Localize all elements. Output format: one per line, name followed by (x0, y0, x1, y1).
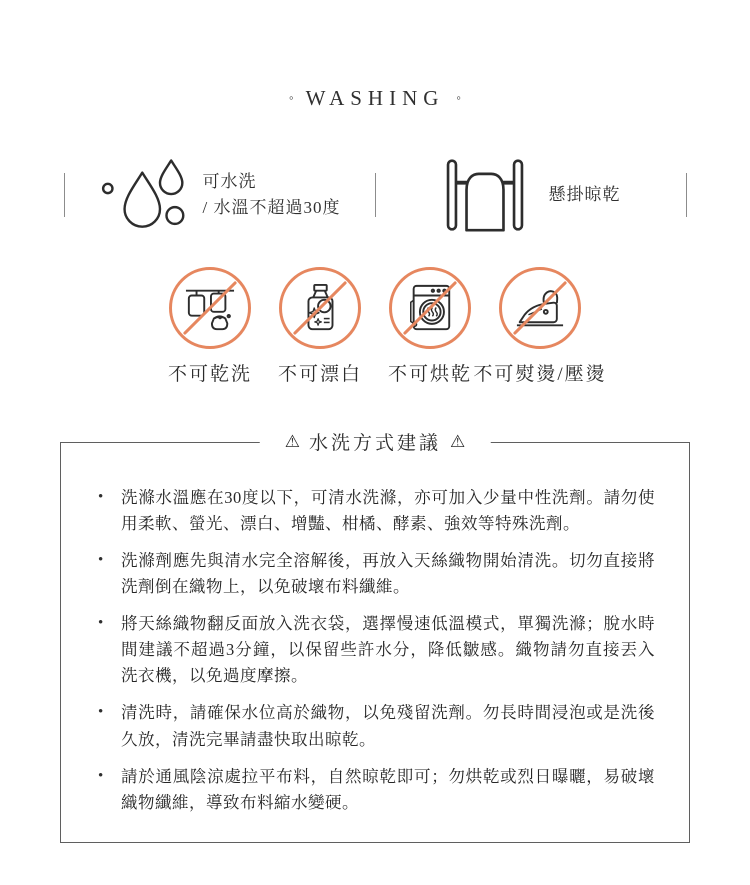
care-line-2: / 水溫不超過30度 (202, 198, 341, 217)
care-method-washable-label (203, 169, 341, 222)
prohibition-label: 不可乾洗 (167, 364, 252, 385)
advice-text: 將天絲織物翻反面放入洗衣袋，選擇慢速低溫模式，單獨洗滌；脫水時間建議不超過3分鐘，以保留些許水分，降低皺感。織物請勿直接丟入洗衣機，以免過度摩擦。 (121, 614, 655, 686)
care-methods-row (0, 151, 750, 239)
advice-item (95, 764, 655, 816)
water-drops-icon (99, 154, 193, 236)
prohibition-label: 不可烘乾 (387, 364, 472, 385)
advice-list (95, 485, 655, 816)
no-tumble-dry-icon (389, 267, 471, 349)
washing-advice-box (60, 431, 690, 843)
advice-text: 請於通風陰涼處拉平布料，自然晾乾即可；勿烘乾或烈日曝曬，易破壞織物纖維，導致布料縮水變硬。 (121, 766, 655, 812)
prohibitions-row (0, 267, 750, 386)
advice-text: 洗滌水溫應在30度以下，可清水洗滌，亦可加入少量中性洗劑。請勿使用柔軟、螢光、漂白、增豔、柑橘、酵素、強效等特殊洗劑。 (121, 488, 655, 534)
warning-icon-left: ⚠ (284, 431, 300, 452)
bullet-marker: • (98, 489, 104, 505)
bullet-marker: • (98, 615, 104, 632)
care-method-hang-dry-label (549, 182, 621, 208)
advice-item (95, 611, 655, 689)
prohibition-iron (473, 267, 607, 386)
advice-box-title (260, 428, 491, 455)
bullet-marker: • (98, 767, 104, 784)
title-ornament-right: ◦ (456, 90, 462, 105)
page-header (0, 0, 750, 111)
advice-text: 洗滌劑應先與清水完全溶解後，再放入天絲織物開始清洗。切勿直接將洗劑倒在織物上，以免破壞布料纖維。 (121, 551, 655, 597)
advice-item (95, 700, 655, 752)
advice-item (95, 485, 655, 537)
prohibition-label: 不可漂白 (277, 364, 362, 385)
care-line-1: 可水洗 (202, 171, 257, 191)
no-bleach-icon (279, 267, 361, 349)
no-iron-icon (499, 267, 581, 349)
advice-text: 清洗時，請確保水位高於織物，以免殘留洗劑。勿長時間浸泡或是洗後久放，清洗完畢請盡快取出晾乾。 (121, 703, 655, 749)
warning-icon-right: ⚠ (450, 431, 466, 452)
divider-right (686, 173, 687, 217)
prohibition-dry-clean (162, 267, 258, 386)
page-title: WASHING (305, 86, 445, 110)
title-ornament-left: ◦ (288, 90, 294, 105)
prohibition-tumble-dry (382, 267, 478, 386)
hang-dry-icon (441, 155, 529, 235)
advice-title-text: 水洗方式建議 (308, 433, 442, 454)
prohibition-bleach (272, 267, 368, 386)
care-line-1: 懸掛晾乾 (548, 184, 621, 204)
bullet-marker: • (98, 552, 104, 569)
prohibition-label: 不可熨燙/壓燙 (473, 364, 607, 385)
care-method-washable (65, 154, 375, 236)
bullet-marker: • (98, 704, 104, 721)
advice-item (95, 548, 655, 600)
no-dry-clean-icon (169, 267, 251, 349)
care-method-hang-dry (376, 155, 686, 235)
